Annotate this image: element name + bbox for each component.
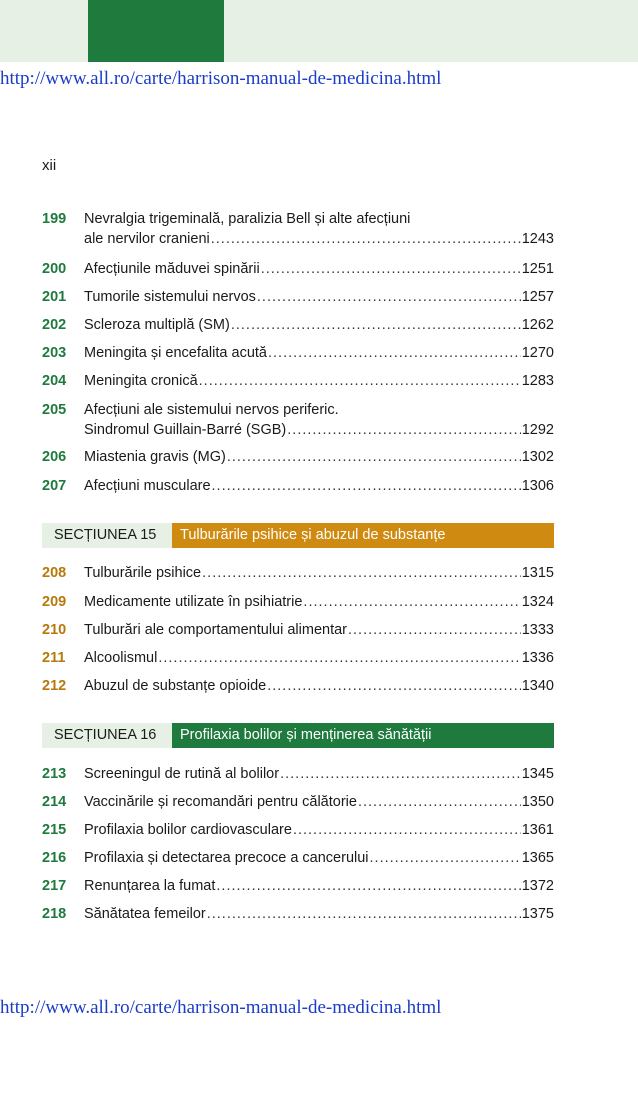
chapter-title: Scleroza multiplă (SM) bbox=[84, 317, 230, 333]
source-link-bottom[interactable]: http://www.all.ro/carte/harrison-manual-de-medicina.html bbox=[0, 997, 442, 1018]
section-title: Tulburările psihice și abuzul de substanțe bbox=[172, 523, 554, 548]
chapter-title: Meningita și encefalita acută bbox=[84, 345, 267, 361]
chapter-title: Screeningul de rutină al bolilor bbox=[84, 766, 280, 782]
chapter-number: 211 bbox=[42, 650, 66, 666]
section-label: SECȚIUNEA 16 bbox=[42, 723, 172, 748]
chapter-title: Renunțarea la fumat bbox=[84, 878, 216, 894]
chapter-number: 199 bbox=[42, 211, 67, 227]
chapter-number: 213 bbox=[42, 766, 67, 782]
chapter-number: 208 bbox=[42, 565, 67, 581]
chapter-title: Abuzul de substanțe opioide bbox=[84, 678, 267, 694]
header-accent-block bbox=[88, 0, 224, 62]
chapter-title: Vaccinările și recomandări pentru călătorie bbox=[84, 794, 357, 810]
chapter-number: 204 bbox=[42, 373, 67, 389]
section-title: Profilaxia bolilor și menținerea sănătății bbox=[172, 723, 554, 748]
chapter-title: Afecțiuni ale sistemului nervos periferic. bbox=[84, 402, 339, 418]
chapter-page: 1262 bbox=[521, 317, 554, 333]
chapter-title: Tulburări ale comportamentului alimentar bbox=[84, 622, 347, 638]
chapter-page: 1292 bbox=[521, 422, 554, 438]
chapter-title: Profilaxia bolilor cardiovasculare bbox=[84, 822, 292, 838]
section-label: SECȚIUNEA 15 bbox=[42, 523, 172, 548]
chapter-page: 1243 bbox=[521, 231, 554, 247]
chapter-page: 1324 bbox=[521, 594, 554, 610]
chapter-title: Nevralgia trigeminală, paralizia Bell și alte afecțiuni bbox=[84, 211, 411, 227]
chapter-number: 218 bbox=[42, 906, 67, 922]
chapter-page: 1257 bbox=[521, 289, 554, 305]
chapter-title: Afecțiuni musculare bbox=[84, 478, 211, 494]
chapter-number: 202 bbox=[42, 317, 67, 333]
chapter-page: 1302 bbox=[521, 449, 554, 465]
chapter-page: 1345 bbox=[521, 766, 554, 782]
chapter-title: Afecțiunile măduvei spinării bbox=[84, 261, 260, 277]
chapter-number: 200 bbox=[42, 261, 67, 277]
chapter-number: 210 bbox=[42, 622, 67, 638]
chapter-title: Meningita cronică bbox=[84, 373, 198, 389]
chapter-page: 1270 bbox=[521, 345, 554, 361]
chapter-number: 216 bbox=[42, 850, 67, 866]
chapter-page: 1315 bbox=[521, 565, 554, 581]
chapter-number: 205 bbox=[42, 402, 67, 418]
section-header-16 bbox=[42, 723, 554, 748]
chapter-number: 201 bbox=[42, 289, 67, 305]
chapter-title-cont: Sindromul Guillain-Barré (SGB) bbox=[84, 422, 287, 438]
chapter-title: Tumorile sistemului nervos bbox=[84, 289, 256, 305]
chapter-number: 215 bbox=[42, 822, 67, 838]
chapter-page: 1365 bbox=[521, 850, 554, 866]
chapter-title: Miastenia gravis (MG) bbox=[84, 449, 226, 465]
chapter-title: Sănătatea femeilor bbox=[84, 906, 206, 922]
chapter-page: 1340 bbox=[521, 678, 554, 694]
chapter-number: 207 bbox=[42, 478, 67, 494]
chapter-title-cont: ale nervilor cranieni bbox=[84, 231, 210, 247]
chapter-page: 1372 bbox=[521, 878, 554, 894]
section-header-15 bbox=[42, 523, 554, 548]
chapter-number: 214 bbox=[42, 794, 67, 810]
chapter-title: Alcoolismul bbox=[84, 650, 158, 666]
chapter-number: 209 bbox=[42, 594, 67, 610]
source-link-top[interactable]: http://www.all.ro/carte/harrison-manual-de-medicina.html bbox=[0, 68, 442, 89]
chapter-page: 1375 bbox=[521, 906, 554, 922]
chapter-title: Medicamente utilizate în psihiatrie bbox=[84, 594, 303, 610]
chapter-page: 1283 bbox=[521, 373, 554, 389]
chapter-title: Profilaxia și detectarea precoce a cancerului bbox=[84, 850, 369, 866]
chapter-page: 1336 bbox=[521, 650, 554, 666]
chapter-page: 1333 bbox=[521, 622, 554, 638]
chapter-number: 206 bbox=[42, 449, 67, 465]
chapter-number: 212 bbox=[42, 678, 67, 694]
chapter-number: 203 bbox=[42, 345, 67, 361]
chapter-page: 1361 bbox=[521, 822, 554, 838]
chapter-page: 1306 bbox=[521, 478, 554, 494]
page-number: xii bbox=[42, 157, 57, 174]
chapter-page: 1251 bbox=[521, 261, 554, 277]
chapter-number: 217 bbox=[42, 878, 67, 894]
chapter-page: 1350 bbox=[521, 794, 554, 810]
chapter-title: Tulburările psihice bbox=[84, 565, 202, 581]
